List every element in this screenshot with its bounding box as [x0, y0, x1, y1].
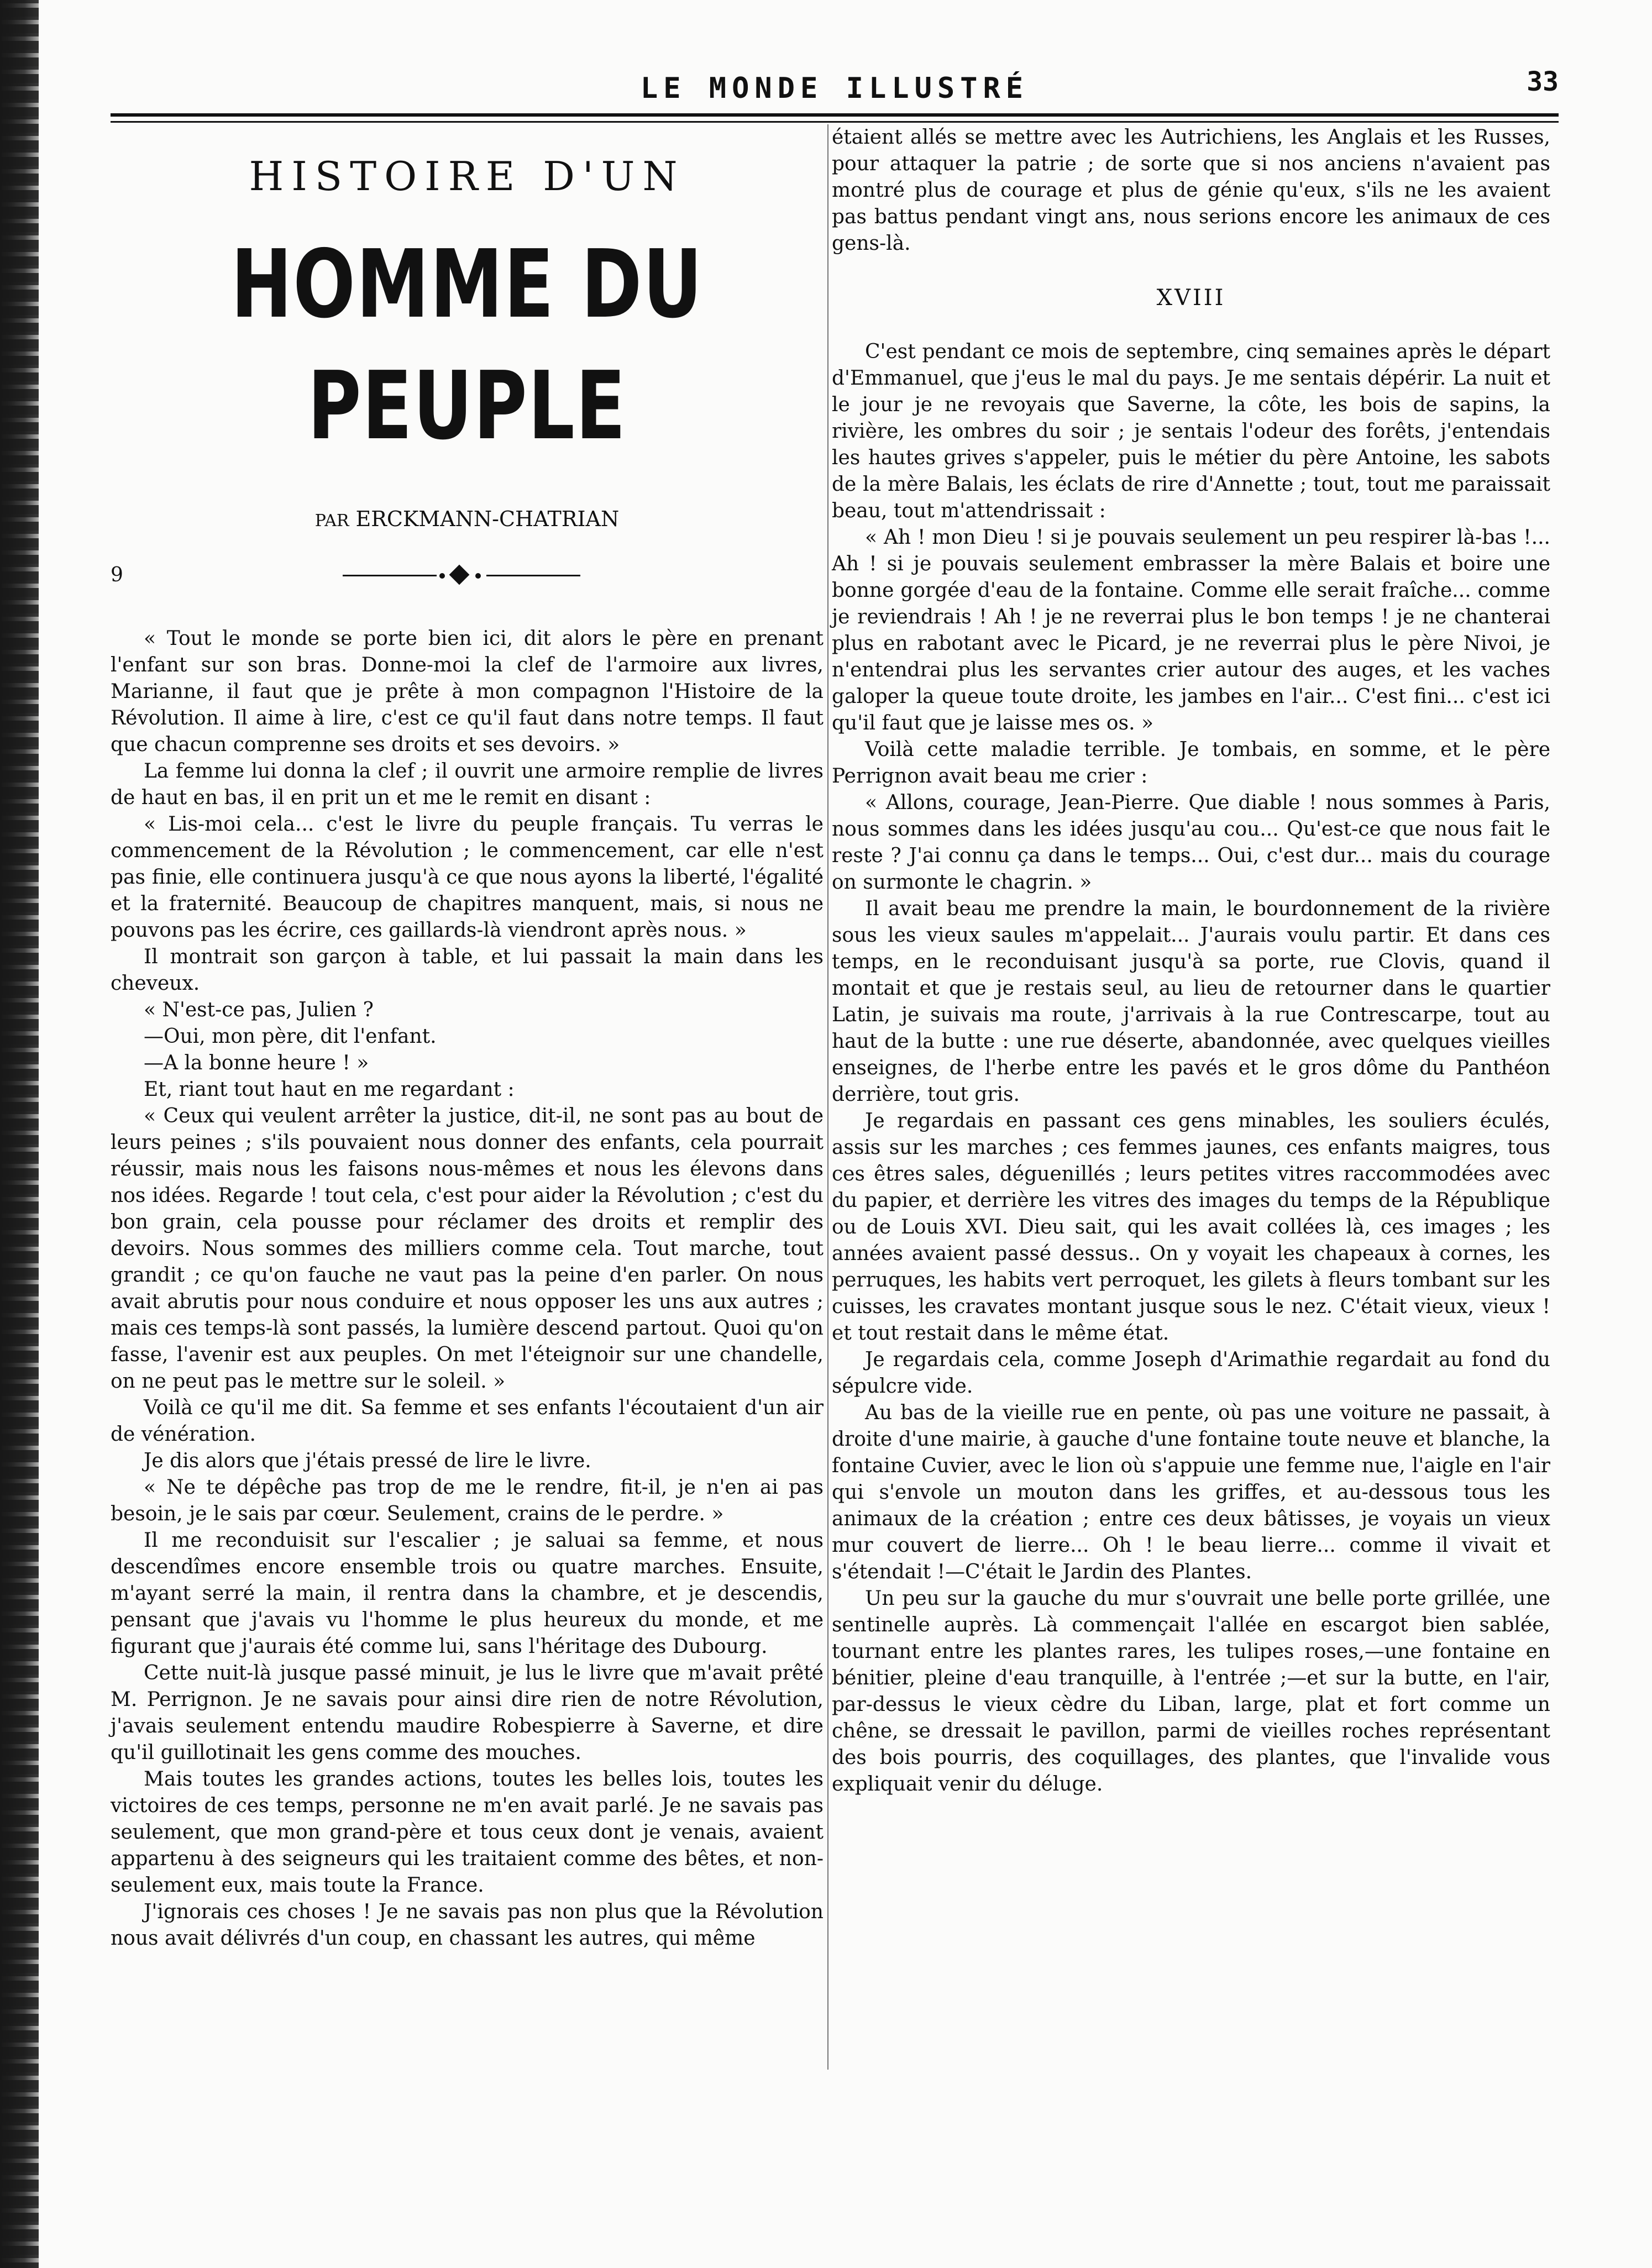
paragraph: Mais toutes les grandes actions, toutes les belles lois, toutes les victoires de ces temps, personne ne m'en avait parlé. Je ne savais pas seulement, que mon grand-père et tous ceux dont je venais, avaient appartenu à des seigneurs qui les traitaient comme des bêtes, et non-seulement eux, mais toute la France.: [111, 1768, 824, 1897]
paragraph: Il avait beau me prendre la main, le bourdonnement de la rivière sous les vieux saules m'appelait... J'aurais voulu partir. Et dans ces temps, en le reconduisant jusqu'à sa porte, rue Clovis, quand il montait et que je restais seul, au lieu de retourner dans le quartier Latin, je suivais ma route, j'arrivais à la rue Contrescarpe, tout au haut de la butte : une rue déserte, abandonnée, avec quelques vieilles enseignes, de l'herbe entre les pavés et le gros dôme du Panthéon derrière, tout gris.: [832, 897, 1550, 1106]
scan-binding-edge: [0, 0, 39, 2268]
paragraph: Il me reconduisit sur l'escalier ; je saluai sa femme, et nous descendîmes encore ensemble trois ou quatre marches. Ensuite, m'ayant serré la main, il rentra dans la chambre, et je descendis, pensant que j'avais vu l'homme le plus heureux du monde, et me figurant que j'aurais été comme lui, sans l'héritage des Dubourg.: [111, 1529, 824, 1658]
paragraph: Voilà ce qu'il me dit. Sa femme et ses enfants l'écoutaient d'un air de vénération.: [111, 1397, 824, 1446]
paragraph: Il montrait son garçon à table, et lui passait la main dans les cheveux.: [111, 946, 824, 995]
paragraph: Je regardais cela, comme Joseph d'Arimathie regardait au fond du sépulcre vide.: [832, 1348, 1550, 1398]
page-header: [111, 66, 1559, 111]
paragraph: Je regardais en passant ces gens minables, les souliers éculés, assis sur les marches ; ces femmes jaunes, ces enfants maigres, tous ces êtres sales, déguenillés ; leurs petites vitres raccommodées avec du papier, et derrière les vitres des images du temps de la République ou de Louis XVI. Dieu sait, qui les avait collées là, ces images ; les années avaient passé dessus.. On y voyait les chapeaux à cornes, les perruques, les habits vert perroquet, les gilets à fleurs tombant sur les cuisses, les cravates montant jusque sous le nez. C'était vieux, vieux ! et tout restait dans le même état.: [832, 1110, 1550, 1345]
paragraph: Voilà cette maladie terrible. Je tombais, en somme, et le père Perrignon avait beau me crier :: [832, 738, 1550, 788]
byline: [111, 506, 824, 534]
paragraph: « N'est-ce pas, Julien ?: [144, 999, 374, 1021]
running-title: LE MONDE ILLUSTRÉ: [640, 72, 1029, 105]
paragraph: C'est pendant ce mois de septembre, cinq semaines après le départ d'Emmanuel, que j'eus le mal du pays. Je me sentais dépérir. La nuit et le jour je ne revoyais que Saverne, la côte, les bois de sapins, la rivière, les ombres du soir ; je sentais l'odeur des forêts, j'entendais les hautes grives s'appeler, puis le métier du père Antoine, les sabots de la mère Balais, les éclats de rire d'Annette ; tout, tout me paraissait beau, tout m'attendrissait :: [832, 340, 1550, 522]
installment-number: 9: [111, 564, 123, 586]
ornament-divider-icon: [343, 573, 580, 578]
paragraph: Et, riant tout haut en me regardant :: [144, 1078, 515, 1101]
installment-row: [111, 551, 824, 595]
continuation-paragraph: étaient allés se mettre avec les Autrichiens, les Anglais et les Russes, pour attaquer la patrie ; de sorte que si nos anciens n'avaient pas montré plus de courage et plus de génie qu'eux, s'ils ne les avaient pas battus pendant vingt ans, nous serions encore les animaux de ces gens-là.: [832, 126, 1550, 255]
left-column: [111, 124, 824, 1952]
paragraph: « Allons, courage, Jean-Pierre. Que diable ! nous sommes à Paris, nous sommes dans les idées jusqu'au cou... Qu'est-ce que nous fait le reste ? J'ai connu ça dans le temps... Oui, c'est dur... mais du courage on surmonte le chagrin. »: [832, 791, 1550, 894]
header-rule: [111, 113, 1559, 123]
paragraph: —Oui, mon père, dit l'enfant.: [144, 1025, 437, 1048]
paragraph: « Tout le monde se porte bien ici, dit alors le père en prenant l'enfant sur son bras. Donne-moi la clef de l'armoire aux livres, Marianne, il faut que je prête à mon compagnon l'Histoire de la Révolution. Il aime à lire, c'est ce qu'il faut dans notre temps. Il faut que chacun comprenne ses droits et ses devoirs. »: [111, 627, 824, 756]
paragraph: « Ne te dépêche pas trop de me le rendre, fit-il, je n'en ai pas besoin, je le sais par cœur. Seulement, crains de le perdre. »: [111, 1476, 824, 1525]
byline-prefix: PAR: [314, 511, 349, 531]
paragraph: Au bas de la vieille rue en pente, où pas une voiture ne passait, à droite d'une mairie, à gauche d'une fontaine toute neuve et blanche, la fontaine Cuvier, avec le lion où s'appuie une femme nue, l'aigle en l'air qui s'envole un mouton dans les griffes, et au-dessous tous les animaux de la création ; entre ces deux bâtisses, je voyais un vieux mur couvert de lierre... Oh ! le beau lierre... comme il vivait et s'étendait !—C'était le Jardin des Plantes.: [832, 1401, 1550, 1583]
article-title-big: HOMME DU PEUPLE: [230, 230, 704, 461]
paragraph: Je dis alors que j'étais pressé de lire le livre.: [144, 1450, 591, 1472]
chapter-heading: XVIII: [1156, 285, 1226, 311]
page-number: 33: [1527, 66, 1559, 97]
paragraph: « Lis-moi cela... c'est le livre du peuple français. Tu verras le commencement de la Révolution ; le commencement, car elle n'est pas finie, elle continuera jusqu'à ce que nous ayons la liberté, l'égalité et la fraternité. Beaucoup de chapitres manquent, mais, si nous ne pouvons pas les écrire, ces gaillards-là viendront après nous. »: [111, 813, 824, 942]
paragraph: La femme lui donna la clef ; il ouvrit une armoire remplie de livres de haut en bas, il en prit un et me le remit en disant :: [111, 760, 824, 809]
paragraph: Un peu sur la gauche du mur s'ouvrait une belle porte grillée, une sentinelle auprès. Là commençait l'allée en escargot bien sablée, tournant entre les plantes rares, les tulipes roses,—une fontaine en bénitier, pleine d'eau tranquille, à l'entrée ;—et sur la butte, en l'air, par-dessus le vieux cèdre du Liban, large, plat et fort comme un chêne, se dressait le pavillon, parmi de vieilles roches représentant des bois pourris, des coquillages, des plantes, que l'invalide vous expliquait venir du déluge.: [832, 1587, 1550, 1796]
paragraph: Cette nuit-là jusque passé minuit, je lus le livre que m'avait prêté M. Perrignon. Je ne savais pour ainsi dire rien de notre Révolution, j'avais seulement entendu maudire Robespierre à Saverne, et dire qu'il guillotinait les gens comme des mouches.: [111, 1662, 824, 1764]
paragraph: J'ignorais ces choses ! Je ne savais pas non plus que la Révolution nous avait délivrés d'un coup, en chassant les autres, qui même: [111, 1901, 824, 1950]
left-body: [111, 626, 824, 1952]
column-divider: [827, 124, 828, 2070]
author: ERCKMANN-CHATRIAN: [355, 507, 620, 531]
paragraph: —A la bonne heure ! »: [144, 1052, 369, 1074]
paragraph: « Ceux qui veulent arrêter la justice, dit-il, ne sont pas au bout de leurs peines ; s'ils pouvaient nous donner des enfants, cela pourrait réussir, mais nous les faisons nous-mêmes et nous les élevons dans nos idées. Regarde ! tout cela, c'est pour aider la Révolution ; c'est du bon grain, cela pousse pour réclamer des droits et remplir des devoirs. Nous sommes des milliers comme cela. Tout marche, tout grandit ; ce qu'on fauche ne vaut pas la peine d'en parler. On nous avait abrutis pour nous conduire et nous opposer les uns aux autres ; mais ces temps-là sont passés, la lumière descend partout. Quoi qu'on fasse, l'avenir est aux peuples. On met l'éteignoir sur une chandelle, on ne peut pas le mettre sur le soleil. »: [111, 1105, 824, 1393]
right-column: [832, 124, 1550, 1798]
article-title-small: HISTOIRE D'UN: [249, 153, 685, 200]
paragraph: « Ah ! mon Dieu ! si je pouvais seulement un peu respirer là-bas !... Ah ! si je pouvais seulement embrasser la mère Balais et boire une bonne gorgée d'eau de la fontaine. Comme elle serait fraîche... comme je reviendrais ! Ah ! je ne reverrai plus le bon temps ! je ne chanterai plus en rabotant avec le Picard, je ne reverrai plus le père Nivoi, je n'entendrai plus les servantes crier autour des auges, et les vaches galoper la queue toute droite, les jambes en l'air... C'est fini... c'est ici qu'il faut que je laisse mes os. »: [832, 526, 1550, 734]
